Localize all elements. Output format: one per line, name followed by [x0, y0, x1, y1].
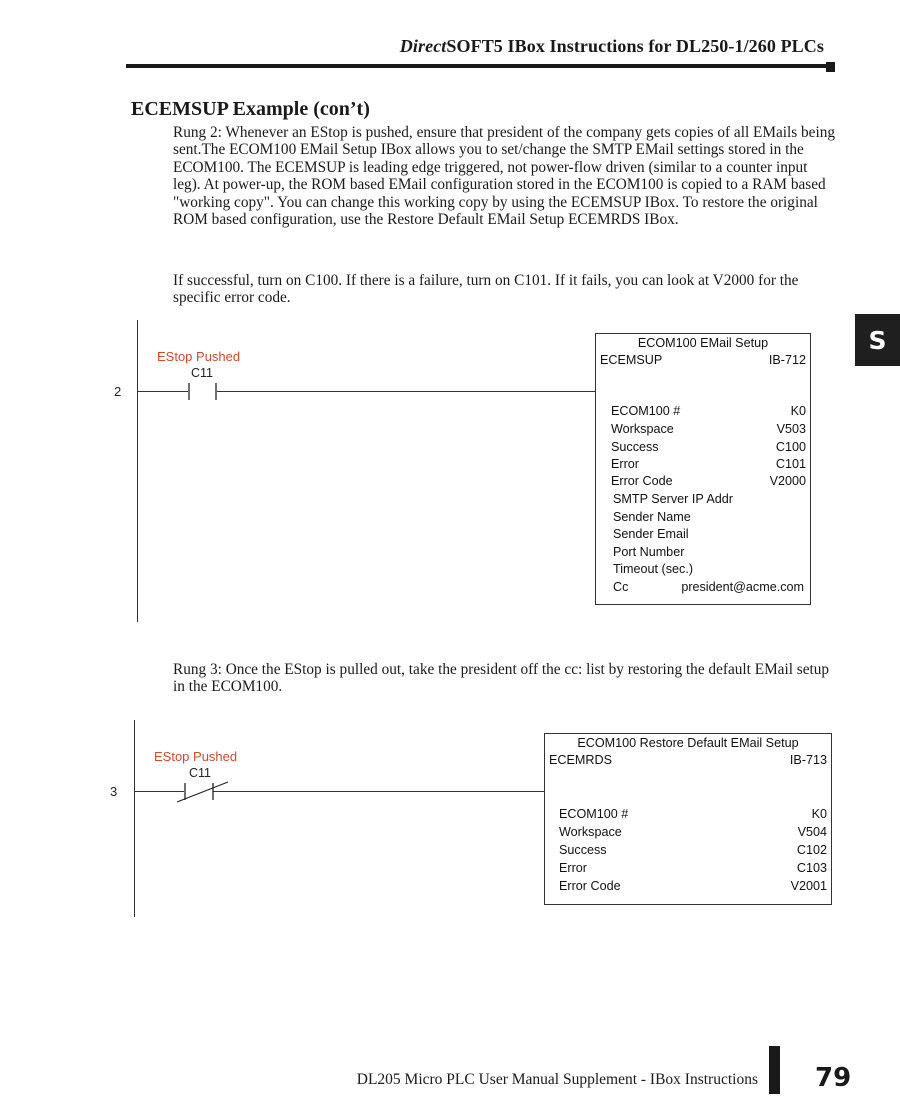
- section-title: ECEMSUP Example (con’t): [131, 98, 370, 120]
- rung2-description: Rung 2: Whenever an EStop is pushed, ensure that president of the company gets copies of all EMails being sent.The ECOM100 EMail Setup IBox allows you to set/change the SMTP EMail settings stored in the ECOM100. The ECEMSUP is leading edge triggered, not power-flow driven (similar to a counter input leg). At power-up, the ROM based EMail configuration stored in the ECOM100 is copied to a RAM based "working copy". You can change this working copy by using the ECEMSUP IBox. To restore the original ROM based configuration, use the Restore Default EMail Setup ECEMRDS IBox.: [173, 124, 836, 229]
- param-row: [559, 825, 827, 839]
- param-name: Workspace: [611, 422, 674, 436]
- param-row: [559, 879, 827, 893]
- page-number: 79: [815, 1063, 852, 1093]
- ibox-mnemonic: ECEMSUP: [600, 353, 663, 367]
- ibox-id: IB-713: [789, 753, 827, 767]
- param-name: Success: [559, 843, 607, 857]
- rung-wire-right: [213, 791, 546, 792]
- header-title: [400, 36, 824, 57]
- param-name: Success: [611, 440, 659, 454]
- field-label: SMTP Server IP Addr: [613, 492, 733, 506]
- header-rule-end-block: [826, 62, 835, 72]
- left-power-rail: [134, 720, 135, 917]
- cc-value: president@acme.com: [681, 580, 804, 594]
- contact-label: EStop Pushed: [154, 749, 238, 764]
- param-value: C102: [796, 843, 827, 857]
- param-value: V2001: [790, 879, 827, 893]
- param-value: V503: [776, 422, 806, 436]
- param-value: C103: [796, 861, 827, 875]
- param-name: Workspace: [559, 825, 622, 839]
- rung-wire-left: [137, 391, 188, 392]
- param-name: Error Code: [611, 474, 673, 488]
- ibox-id: IB-712: [768, 353, 806, 367]
- param-row: [611, 422, 806, 436]
- rung-number: 2: [114, 384, 122, 399]
- param-value: C101: [775, 457, 806, 471]
- contact-address: C11: [191, 366, 214, 380]
- field-label: Port Number: [613, 545, 685, 559]
- header-title-direct: Direct: [399, 36, 447, 56]
- param-value: C100: [775, 440, 806, 454]
- success-description: If successful, turn on C100. If there is a failure, turn on C101. If it fails, you can look at V2000 for the specific error code.: [173, 272, 799, 307]
- footer-bar: [769, 1046, 780, 1094]
- field-label: Sender Name: [613, 510, 691, 524]
- ibox-title: ECOM100 Restore Default EMail Setup: [577, 736, 799, 750]
- section-tab-letter: S: [868, 325, 887, 355]
- normally-open-contact-icon: [188, 383, 218, 401]
- param-value: V2000: [769, 474, 806, 488]
- param-name: ECOM100 #: [559, 807, 629, 821]
- rung-number: 3: [110, 784, 118, 799]
- param-row: [559, 843, 827, 857]
- contact-address: C11: [189, 766, 212, 780]
- rung3-description: Rung 3: Once the EStop is pulled out, take the president off the cc: list by restoring the default EMail setup in the ECOM100.: [173, 661, 830, 696]
- param-row: [559, 861, 827, 875]
- cc-label: Cc: [613, 580, 629, 594]
- param-row: [611, 440, 806, 454]
- contact-label: EStop Pushed: [157, 349, 241, 364]
- header-rule: [126, 64, 830, 68]
- left-power-rail: [137, 320, 138, 622]
- param-value: V504: [797, 825, 827, 839]
- field-label: Sender Email: [613, 527, 689, 541]
- param-row: [611, 457, 806, 471]
- rung-wire-right: [217, 391, 596, 392]
- ibox-ecemsup: [595, 333, 811, 605]
- footer-text: DL205 Micro PLC User Manual Supplement - IBox Instructions: [356, 1071, 758, 1088]
- header-title-rest: SOFT5 IBox Instructions for DL250-1/260 PLCs: [446, 36, 824, 56]
- field-label: Timeout (sec.): [613, 562, 694, 576]
- param-name: ECOM100 #: [611, 404, 681, 418]
- param-row: [559, 807, 827, 821]
- param-name: Error: [611, 457, 639, 471]
- param-row: [611, 474, 806, 488]
- ibox-mnemonic: ECEMRDS: [549, 753, 612, 767]
- param-name: Error: [559, 861, 587, 875]
- param-name: Error Code: [559, 879, 621, 893]
- ibox-ecemrds: [544, 733, 832, 905]
- param-value: K0: [790, 404, 806, 418]
- section-tab: [855, 314, 900, 366]
- normally-closed-contact-icon: [176, 781, 230, 803]
- ibox-title: ECOM100 EMail Setup: [637, 336, 769, 350]
- param-value: K0: [811, 807, 827, 821]
- param-row: [611, 404, 806, 418]
